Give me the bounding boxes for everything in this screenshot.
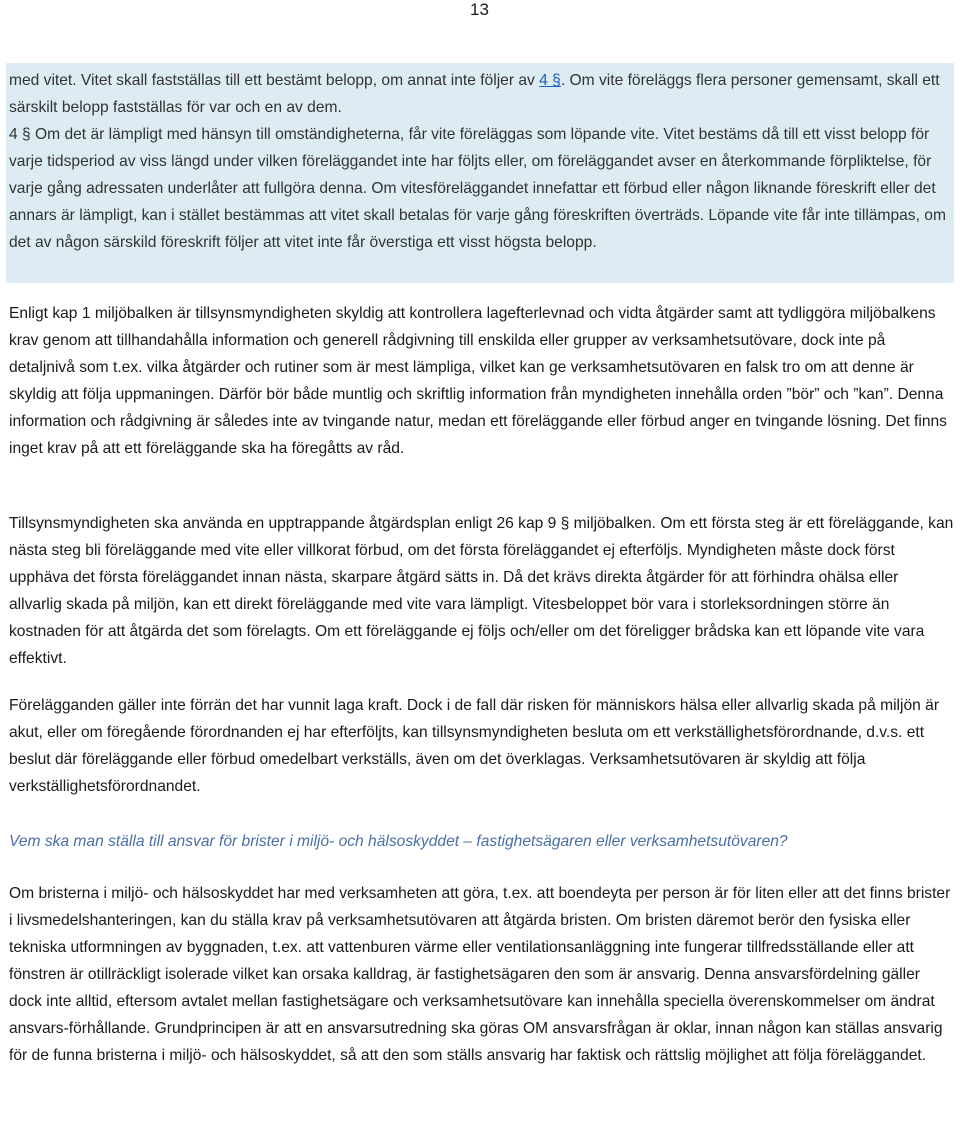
quote-paragraph-1 [9, 67, 954, 121]
law-quote-box [6, 63, 954, 283]
quote-paragraph-2: 4 § Om det är lämpligt med hänsyn till omständigheterna, får vite föreläggas som löpande vite. Vitet bestäms då till ett visst belopp för varje tidsperiod av viss längd under vilken föreläggandet inte har följts eller, om föreläggandet avser en återkommande förpliktelse, för varje gång adressaten underlåter att fullgöra denna. Om vitesföreläggandet innefattar ett förbud eller någon liknande föreskrift eller det annars är lämpligt, kan i stället bestämmas att vitet skall betalas för varje gång föreskriften överträds. Löpande vite får inte tillämpas, om det av någon särskild föreskrift följer att vitet inte får överstiga ett visst högsta belopp. [9, 126, 946, 251]
quote-text: med vitet. Vitet skall fastställas till ett bestämt belopp, om annat inte följer av [9, 72, 540, 89]
paragraph-atgardsplan: Tillsynsmyndigheten ska använda en upptrappande åtgärdsplan enligt 26 kap 9 § miljöbalken. Om ett första steg är ett föreläggande, kan nästa steg bli föreläggande med vite eller villkorat förbud, om det första föreläggandet ej efterföljs. Myndigheten måste dock först upphäva det första föreläggandet innan nästa, skarpare åtgärd sätts in. Då det krävs direkta åtgärder för att förhindra ohälsa eller allvarlig skada på miljön, kan ett direkt föreläggande med vite vara lämpligt. Vitesbeloppet bör vara i storleksordningen större än kostnaden för att åtgärda det som förelagts. Om ett föreläggande ej följs och/eller om det föreligger brådska kan ett löpande vite vara effektivt. [9, 515, 954, 667]
section-question-heading: Vem ska man ställa till ansvar för brister i miljö- och hälsoskyddet – fastighetsägaren eller verksamhetsutövaren? [9, 833, 788, 850]
paragraph-ansvar: Om bristerna i miljö- och hälsoskyddet har med verksamheten att göra, t.ex. att boendeyta per person är för liten eller att det finns brister i livsmedelshanteringen, kan du ställa krav på verksamhetsutövaren att åtgärda bristen. Om bristen däremot berör den fysiska eller tekniska utformningen av byggnaden, t.ex. att vattenburen värme eller ventilationsanläggning inte fungerar tillfredsställande eller att fönstren är otillräckligt isolerade vilket kan orsaka kalldrag, är fastighetsägaren den som är ansvarig. Denna ansvarsfördelning gäller dock inte alltid, eftersom avtalet mellan fastighetsägare och verksamhetsutövare kan innehålla speciella överenskommelser om ändrat ansvars-förhållande. Grundprincipen är att en ansvarsutredning ska göras OM ansvarsfrågan är oklar, innan någon kan ställas ansvarig för de funna bristerna i miljö- och hälsoskyddet, så att den som ställs ansvarig har faktisk och rättslig möjlighet att följa föreläggandet. [9, 885, 951, 1064]
section-reference-link[interactable]: 4 § [539, 72, 561, 89]
page-number: 13 [470, 0, 489, 19]
paragraph-tillsyn: Enligt kap 1 miljöbalken är tillsynsmyndigheten skyldig att kontrollera lagefterlevnad och vidta åtgärder samt att tydliggöra miljöbalkens krav genom att tillhandahålla information och generell rådgivning till enskilda eller grupper av verksamhetsutövare, dock inte på detaljnivå som t.ex. vilka åtgärder och rutiner som är mest lämpliga, vilket kan ge verksamhetsutövaren en falsk tro om att denne är skyldig att följa uppmaningen. Därför bör både muntlig och skriftlig information från myndigheten innehålla orden ”bör” och ”kan”. Denna information och rådgivning är således inte av tvingande natur, medan ett föreläggande eller förbud anger en tvingande lösning. Det finns inget krav på att ett föreläggande ska ha föregåtts av råd. [9, 305, 947, 457]
quote-text-cont: . Om vite föreläggs flera personer gemensamt, skall ett särskilt belopp fastställas för var och en av dem. [9, 72, 940, 116]
paragraph-laga-kraft: Förelägganden gäller inte förrän det har vunnit laga kraft. Dock i de fall där risken för människors hälsa eller allvarlig skada på miljön är akut, eller om föregående förordnanden ej har efterföljts, kan tillsynsmyndigheten besluta om ett verkställighetsförordnande, d.v.s. ett beslut där föreläggande eller förbud omedelbart verkställs, även om det överklagas. Verksamhetsutövaren är skyldig att följa verkställighetsförordnandet. [9, 697, 940, 795]
